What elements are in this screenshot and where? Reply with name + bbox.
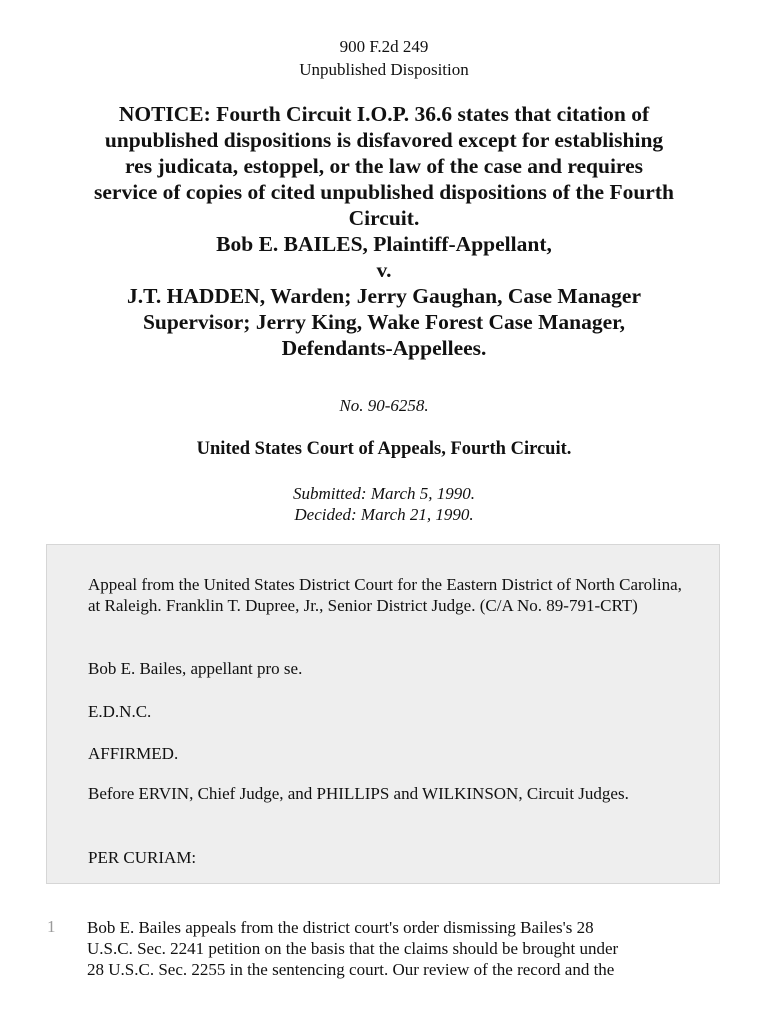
notice-line: res judicata, estoppel, or the law of the case and requires	[125, 154, 643, 178]
disposition-result: AFFIRMED.	[88, 744, 179, 763]
reporter-citation: 900 F.2d 249	[339, 37, 429, 56]
decided-date: Decided: March 21, 1990.	[294, 505, 474, 524]
docket-number: No. 90-6258.	[339, 396, 429, 415]
paragraph-line: U.S.C. Sec. 2241 petition on the basis that the claims should be brought under	[87, 939, 619, 958]
appellant-name: Bob E. BAILES, Plaintiff-Appellant,	[216, 232, 552, 256]
appeal-statement: Appeal from the United States District Court for the Eastern District of North Carolina, at Raleigh. Franklin T. Dupree, Jr., Senior District Judge. (C/A No. 89-791-CRT)	[88, 575, 682, 615]
case-summary-box	[46, 544, 720, 884]
court-name: United States Court of Appeals, Fourth Circuit.	[196, 439, 572, 459]
appellees-line: Supervisor; Jerry King, Wake Forest Case Manager,	[142, 310, 626, 334]
case-headline	[30, 101, 738, 361]
per-curiam-label: PER CURIAM:	[88, 848, 197, 867]
disposition-label: Unpublished Disposition	[299, 60, 469, 79]
panel-statement: Before ERVIN, Chief Judge, and PHILLIPS and WILKINSON, Circuit Judges.	[88, 784, 629, 803]
appellees-line: J.T. HADDEN, Warden; Jerry Gaughan, Case Manager	[127, 284, 641, 308]
district-abbreviation: E.D.N.C.	[88, 702, 152, 721]
notice-line: Circuit.	[348, 206, 420, 230]
appellees-line: Defendants-Appellees.	[281, 336, 487, 360]
counsel-statement: Bob E. Bailes, appellant pro se.	[88, 659, 303, 678]
paragraph-text	[87, 917, 727, 980]
submitted-date: Submitted: March 5, 1990.	[292, 484, 476, 503]
notice-line: service of copies of cited unpublished dispositions of the Fourth	[94, 180, 674, 204]
notice-line: unpublished dispositions is disfavored except for establishing	[104, 128, 664, 152]
paragraph-line: 28 U.S.C. Sec. 2255 in the sentencing court. Our review of the record and the	[87, 960, 615, 979]
case-dates	[0, 483, 768, 525]
paragraph-number: 1	[47, 917, 56, 936]
citation-header	[0, 35, 768, 81]
paragraph-line: Bob E. Bailes appeals from the district court's order dismissing Bailes's 28	[87, 918, 594, 937]
versus-label: v.	[376, 258, 392, 282]
notice-line: NOTICE: Fourth Circuit I.O.P. 36.6 states that citation of	[118, 102, 650, 126]
